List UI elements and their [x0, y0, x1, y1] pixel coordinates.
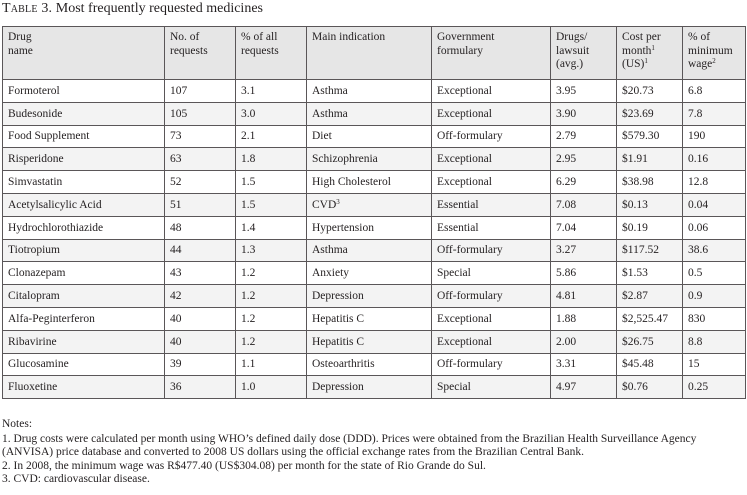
cell-drug — [3, 285, 165, 308]
cell-formulary — [432, 102, 551, 125]
cell-text: 12.8 — [688, 176, 709, 189]
cell-indication — [307, 193, 432, 216]
table-caption — [2, 1, 263, 17]
footnote-marker: 2 — [712, 57, 716, 65]
cell-text: 3.90 — [556, 107, 577, 120]
column-header-line: minimum — [688, 44, 733, 57]
cell-formulary — [432, 239, 551, 262]
table-row — [3, 80, 746, 103]
cell-text: Budesonide — [8, 107, 63, 120]
cell-text: Hepatitis C — [312, 335, 365, 348]
cell-wage-pct — [683, 353, 746, 376]
column-header — [165, 27, 236, 80]
cell-drug — [3, 148, 165, 171]
cell-indication — [307, 239, 432, 262]
cell-text: 2.79 — [556, 130, 577, 143]
cell-per-lawsuit — [551, 193, 617, 216]
cell-formulary — [432, 125, 551, 148]
cell-indication — [307, 307, 432, 330]
cell-text: Alfa-Peginterferon — [8, 312, 95, 325]
medicines-table — [2, 26, 746, 399]
cell-requests — [165, 285, 236, 308]
table-row — [3, 330, 746, 353]
column-header-line: requests — [241, 44, 279, 57]
cell-wage-pct — [683, 171, 746, 194]
cell-formulary — [432, 353, 551, 376]
table-row — [3, 307, 746, 330]
cell-wage-pct — [683, 330, 746, 353]
cell-text: Off-formulary — [437, 358, 503, 371]
table-body — [3, 80, 746, 399]
table-row — [3, 239, 746, 262]
column-header-line: month — [622, 44, 652, 57]
cell-text: Asthma — [312, 107, 348, 120]
note-2: 2. In 2008, the minimum wage was R$477.40 (US$304.08) per month for the state of Rio Grande do Sul. — [2, 459, 486, 472]
cell-text: $45.48 — [622, 358, 654, 371]
cell-text: 4.97 — [556, 381, 577, 394]
cell-per-lawsuit — [551, 239, 617, 262]
cell-pct — [236, 307, 307, 330]
table-row — [3, 125, 746, 148]
cell-drug — [3, 353, 165, 376]
cell-text: 3.95 — [556, 84, 577, 97]
cell-text: 0.25 — [688, 381, 709, 394]
cell-wage-pct — [683, 216, 746, 239]
cell-formulary — [432, 80, 551, 103]
cell-per-lawsuit — [551, 171, 617, 194]
cell-pct — [236, 262, 307, 285]
cell-text: 1.88 — [556, 312, 577, 325]
cell-text: 7.8 — [688, 107, 703, 120]
cell-text: $2,525.47 — [622, 312, 668, 325]
cell-text: 2.95 — [556, 153, 577, 166]
note-3: 3. CVD: cardiovascular disease. — [2, 472, 150, 485]
cell-pct — [236, 216, 307, 239]
cell-text: 190 — [688, 130, 706, 143]
cell-text: 51 — [170, 198, 182, 211]
cell-text: Essential — [437, 198, 479, 211]
cell-per-lawsuit — [551, 330, 617, 353]
cell-text: Formoterol — [8, 84, 60, 97]
table-row — [3, 148, 746, 171]
column-header-line: formulary — [437, 44, 483, 57]
cell-text: 1.2 — [241, 290, 256, 303]
cell-requests — [165, 262, 236, 285]
cell-text: 2.1 — [241, 130, 256, 143]
cell-formulary — [432, 262, 551, 285]
caption-text: Most frequently requested medicines — [55, 1, 263, 16]
cell-text: Depression — [312, 290, 364, 303]
cell-wage-pct — [683, 80, 746, 103]
cell-wage-pct — [683, 148, 746, 171]
cell-text: $23.69 — [622, 107, 654, 120]
column-header-line: Cost per — [622, 31, 661, 43]
cell-requests — [165, 193, 236, 216]
cell-wage-pct — [683, 239, 746, 262]
cell-text: 5.86 — [556, 267, 577, 280]
note-1: 1. Drug costs were calculated per month using WHO’s defined daily dose (DDD). Prices were obtained from the Brazilian Health Surveillance Agency (ANVISA) price database and converted to 2008 US dollars using the official exchange rates from the Brazilian Central Bank. — [2, 433, 697, 459]
cell-requests — [165, 80, 236, 103]
cell-text: High Cholesterol — [312, 176, 391, 189]
cell-text: Ribavirine — [8, 335, 57, 348]
cell-text: Fluoxetine — [8, 381, 58, 394]
cell-text: 1.5 — [241, 176, 256, 189]
table-row — [3, 171, 746, 194]
column-header — [307, 27, 432, 80]
cell-cost — [617, 148, 683, 171]
cell-drug — [3, 376, 165, 399]
cell-requests — [165, 171, 236, 194]
cell-text: Off-formulary — [437, 290, 503, 303]
cell-text: Essential — [437, 221, 479, 234]
cell-text: CVD — [312, 198, 337, 211]
cell-cost — [617, 171, 683, 194]
cell-text: 8.8 — [688, 335, 703, 348]
column-header-line: Drugs/ — [556, 31, 588, 43]
cell-drug — [3, 330, 165, 353]
footnote-marker: 1 — [644, 57, 648, 65]
cell-text: 0.9 — [688, 290, 703, 303]
cell-text: 48 — [170, 221, 182, 234]
notes-title: Notes: — [2, 418, 33, 430]
cell-text: Simvastatin — [8, 176, 63, 189]
table-row — [3, 285, 746, 308]
cell-text: Special — [437, 381, 471, 394]
cell-indication — [307, 171, 432, 194]
cell-text: 3.1 — [241, 84, 256, 97]
cell-text: 1.4 — [241, 221, 256, 234]
cell-text: Hydrochlorothiazide — [8, 221, 104, 234]
cell-text: Off-formulary — [437, 244, 503, 257]
cell-text: $117.52 — [622, 244, 659, 257]
cell-formulary — [432, 330, 551, 353]
cell-text: Osteoarthritis — [312, 358, 375, 371]
cell-text: $579.30 — [622, 130, 660, 143]
cell-text: Anxiety — [312, 267, 350, 280]
cell-pct — [236, 102, 307, 125]
cell-per-lawsuit — [551, 376, 617, 399]
column-header-line: requests — [170, 44, 208, 57]
cell-text: 0.06 — [688, 221, 709, 234]
cell-text: $0.13 — [622, 198, 648, 211]
cell-per-lawsuit — [551, 148, 617, 171]
cell-drug — [3, 171, 165, 194]
footnote-marker: 3 — [336, 197, 340, 206]
cell-requests — [165, 148, 236, 171]
cell-pct — [236, 125, 307, 148]
cell-text: 3.31 — [556, 358, 577, 371]
cell-text: Risperidone — [8, 153, 64, 166]
cell-formulary — [432, 193, 551, 216]
header-row — [3, 27, 746, 80]
column-header-line: (US) — [622, 58, 645, 70]
cell-wage-pct — [683, 262, 746, 285]
cell-formulary — [432, 216, 551, 239]
cell-pct — [236, 80, 307, 103]
cell-text: Exceptional — [437, 335, 492, 348]
table-notes — [2, 418, 744, 486]
cell-pct — [236, 148, 307, 171]
cell-text: Acetylsalicylic Acid — [8, 198, 102, 211]
cell-formulary — [432, 307, 551, 330]
cell-text: $26.75 — [622, 335, 654, 348]
cell-text: 1.1 — [241, 358, 256, 371]
cell-cost — [617, 102, 683, 125]
cell-text: 40 — [170, 335, 182, 348]
table-row — [3, 193, 746, 216]
cell-per-lawsuit — [551, 102, 617, 125]
cell-text: 3.0 — [241, 107, 256, 120]
cell-text: Diet — [312, 130, 332, 143]
column-header-line: Drug — [8, 31, 32, 43]
cell-drug — [3, 239, 165, 262]
cell-cost — [617, 216, 683, 239]
cell-indication — [307, 148, 432, 171]
cell-requests — [165, 102, 236, 125]
cell-per-lawsuit — [551, 216, 617, 239]
cell-wage-pct — [683, 376, 746, 399]
cell-text: 6.29 — [556, 176, 577, 189]
table-row — [3, 353, 746, 376]
cell-per-lawsuit — [551, 125, 617, 148]
cell-text: $0.19 — [622, 221, 648, 234]
cell-formulary — [432, 376, 551, 399]
cell-pct — [236, 330, 307, 353]
cell-text: Exceptional — [437, 153, 492, 166]
cell-text: 52 — [170, 176, 182, 189]
cell-pct — [236, 239, 307, 262]
cell-cost — [617, 330, 683, 353]
cell-text: Hypertension — [312, 221, 374, 234]
cell-text: 43 — [170, 267, 182, 280]
cell-text: Glucosamine — [8, 358, 69, 371]
table-row — [3, 102, 746, 125]
cell-wage-pct — [683, 102, 746, 125]
caption-label: Table 3. — [2, 1, 53, 16]
cell-text: 1.2 — [241, 312, 256, 325]
cell-per-lawsuit — [551, 307, 617, 330]
cell-requests — [165, 307, 236, 330]
cell-pct — [236, 193, 307, 216]
cell-indication — [307, 262, 432, 285]
cell-formulary — [432, 148, 551, 171]
cell-text: Exceptional — [437, 84, 492, 97]
cell-text: 42 — [170, 290, 182, 303]
cell-text: Exceptional — [437, 107, 492, 120]
table-row — [3, 376, 746, 399]
column-header-line: Government — [437, 31, 495, 43]
cell-text: 15 — [688, 358, 700, 371]
cell-wage-pct — [683, 193, 746, 216]
cell-text: 39 — [170, 358, 182, 371]
cell-pct — [236, 353, 307, 376]
cell-drug — [3, 125, 165, 148]
table-header — [3, 27, 746, 80]
column-header-line: (avg.) — [556, 58, 584, 70]
cell-requests — [165, 330, 236, 353]
cell-indication — [307, 353, 432, 376]
cell-text: $38.98 — [622, 176, 654, 189]
column-header — [683, 27, 746, 80]
cell-text: 0.04 — [688, 198, 709, 211]
cell-text: Hepatitis C — [312, 312, 365, 325]
cell-text: 3.27 — [556, 244, 577, 257]
cell-text: 63 — [170, 153, 182, 166]
column-header — [432, 27, 551, 80]
column-header-line: % of all — [241, 31, 278, 43]
cell-text: $2.87 — [622, 290, 648, 303]
cell-cost — [617, 285, 683, 308]
cell-pct — [236, 376, 307, 399]
cell-cost — [617, 125, 683, 148]
column-header-line: Main indication — [312, 31, 386, 43]
cell-cost — [617, 193, 683, 216]
cell-text: 4.81 — [556, 290, 577, 303]
cell-text: $1.91 — [622, 153, 648, 166]
cell-text: 830 — [688, 312, 706, 325]
cell-text: 1.5 — [241, 198, 256, 211]
column-header — [617, 27, 683, 80]
cell-wage-pct — [683, 125, 746, 148]
cell-per-lawsuit — [551, 262, 617, 285]
cell-cost — [617, 376, 683, 399]
cell-text: Citalopram — [8, 290, 60, 303]
cell-text: $1.53 — [622, 267, 648, 280]
cell-text: Schizophrenia — [312, 153, 378, 166]
cell-text: 0.16 — [688, 153, 709, 166]
cell-text: Exceptional — [437, 312, 492, 325]
cell-text: Asthma — [312, 84, 348, 97]
cell-text: Food Supplement — [8, 130, 90, 143]
cell-cost — [617, 307, 683, 330]
cell-text: Depression — [312, 381, 364, 394]
table-row — [3, 262, 746, 285]
cell-text: 0.5 — [688, 267, 703, 280]
cell-indication — [307, 330, 432, 353]
cell-text: 7.04 — [556, 221, 577, 234]
column-header-line: name — [8, 44, 33, 57]
cell-text: Asthma — [312, 244, 348, 257]
column-header — [236, 27, 307, 80]
column-header-line: lawsuit — [556, 44, 590, 57]
cell-per-lawsuit — [551, 285, 617, 308]
cell-indication — [307, 376, 432, 399]
column-header-line: No. of — [170, 31, 200, 43]
cell-cost — [617, 262, 683, 285]
cell-indication — [307, 125, 432, 148]
column-header — [551, 27, 617, 80]
cell-cost — [617, 80, 683, 103]
cell-text: 105 — [170, 107, 188, 120]
cell-text: 1.3 — [241, 244, 256, 257]
cell-text: 1.8 — [241, 153, 256, 166]
cell-text: Special — [437, 267, 471, 280]
cell-requests — [165, 376, 236, 399]
cell-pct — [236, 285, 307, 308]
cell-indication — [307, 285, 432, 308]
cell-drug — [3, 216, 165, 239]
cell-text: 1.2 — [241, 335, 256, 348]
column-header-line: % of — [688, 31, 711, 43]
cell-requests — [165, 239, 236, 262]
cell-drug — [3, 102, 165, 125]
cell-text: 6.8 — [688, 84, 703, 97]
cell-cost — [617, 239, 683, 262]
cell-indication — [307, 102, 432, 125]
cell-formulary — [432, 171, 551, 194]
cell-drug — [3, 193, 165, 216]
cell-text: 44 — [170, 244, 182, 257]
cell-text: 36 — [170, 381, 182, 394]
cell-formulary — [432, 285, 551, 308]
cell-text: 73 — [170, 130, 182, 143]
cell-text: $20.73 — [622, 84, 654, 97]
cell-text: Tiotropium — [8, 244, 60, 257]
cell-per-lawsuit — [551, 80, 617, 103]
cell-text: 7.08 — [556, 198, 577, 211]
column-header-line: wage — [688, 58, 713, 70]
table-row — [3, 216, 746, 239]
cell-requests — [165, 216, 236, 239]
cell-requests — [165, 125, 236, 148]
cell-text: 38.6 — [688, 244, 709, 257]
cell-text: 1.2 — [241, 267, 256, 280]
cell-pct — [236, 171, 307, 194]
cell-text: 1.0 — [241, 381, 256, 394]
cell-text: Off-formulary — [437, 130, 503, 143]
cell-requests — [165, 353, 236, 376]
cell-text: 2.00 — [556, 335, 577, 348]
cell-per-lawsuit — [551, 353, 617, 376]
cell-text: Exceptional — [437, 176, 492, 189]
footnote-marker: 1 — [651, 43, 655, 52]
cell-wage-pct — [683, 307, 746, 330]
cell-text: 107 — [170, 84, 188, 97]
cell-indication — [307, 80, 432, 103]
cell-cost — [617, 353, 683, 376]
cell-text: $0.76 — [622, 381, 648, 394]
cell-drug — [3, 80, 165, 103]
cell-wage-pct — [683, 285, 746, 308]
cell-drug — [3, 307, 165, 330]
cell-indication — [307, 216, 432, 239]
cell-drug — [3, 262, 165, 285]
cell-text: 40 — [170, 312, 182, 325]
cell-text: Clonazepam — [8, 267, 66, 280]
column-header — [3, 27, 165, 80]
